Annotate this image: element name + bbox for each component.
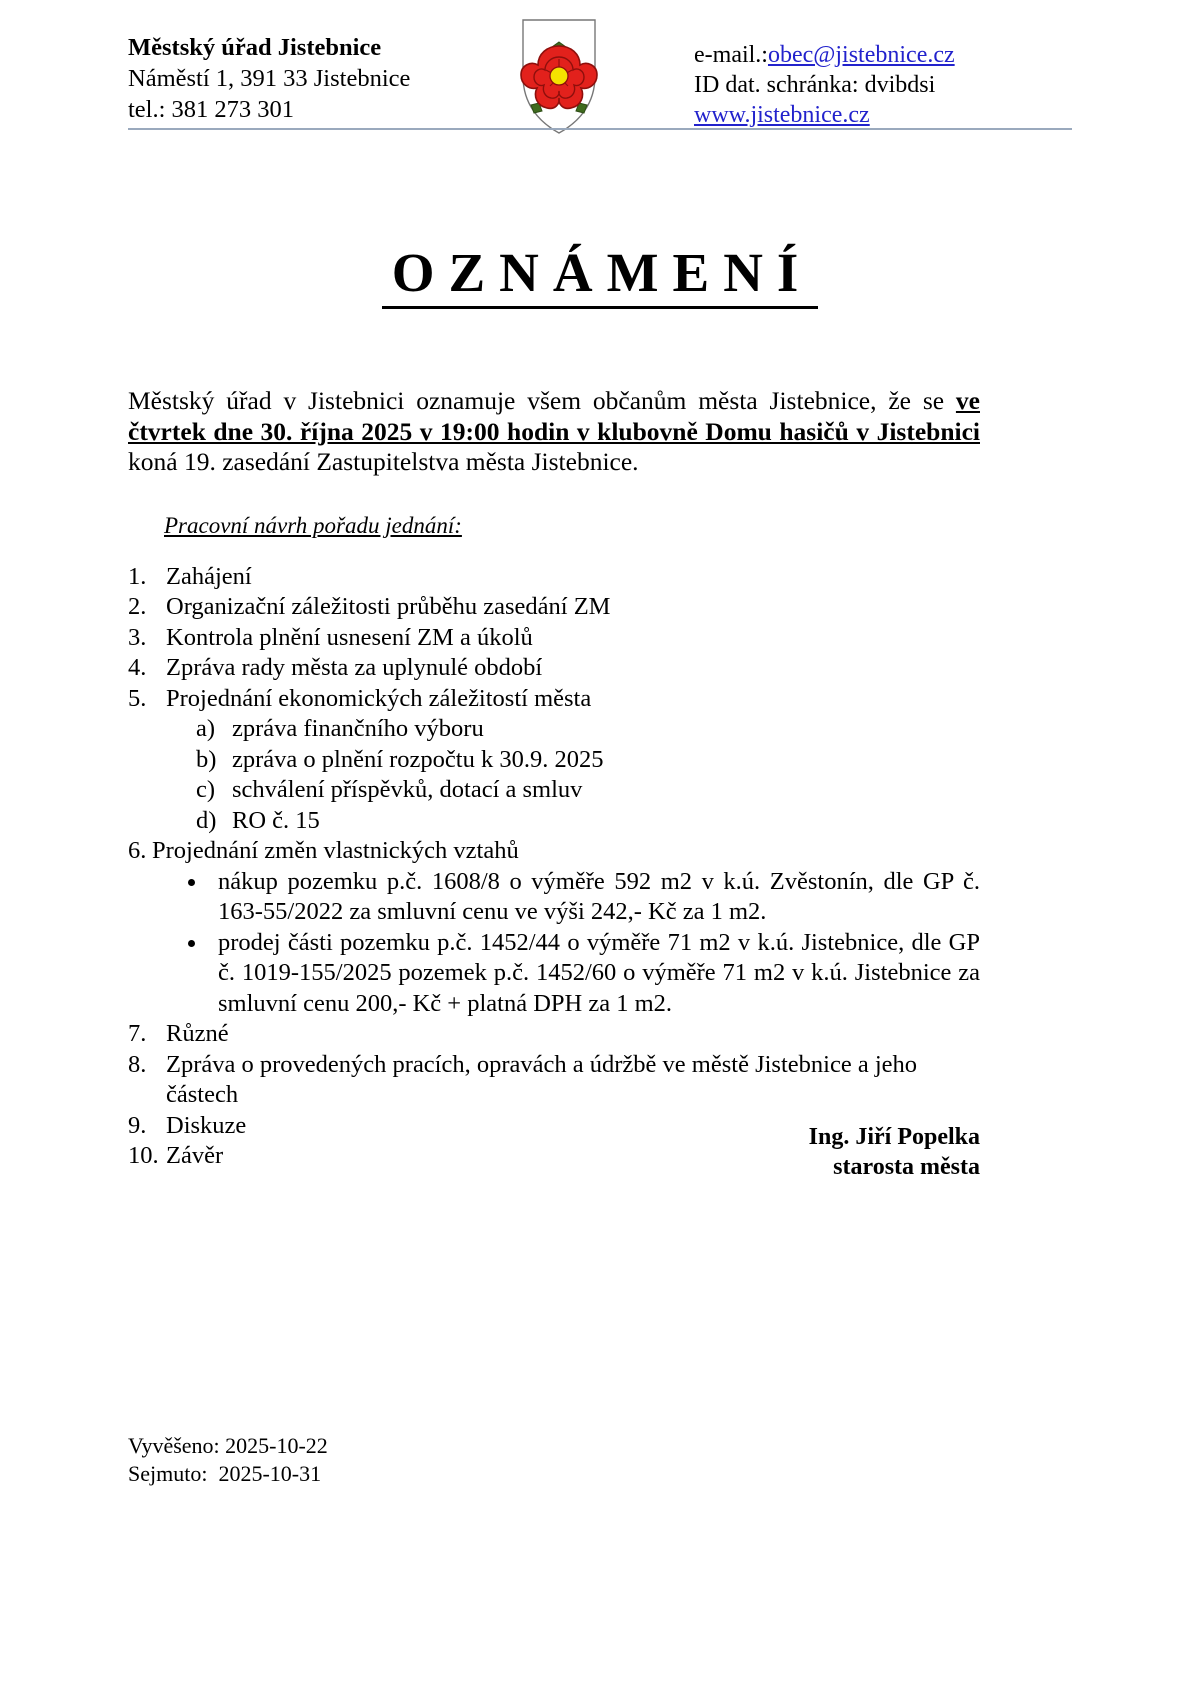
intro-part1: Městský úřad v Jistebnici oznamuje všem občanům města Jistebnice, že se <box>128 386 956 415</box>
agenda-number: 9. <box>128 1111 147 1139</box>
header-office-block <box>128 32 508 125</box>
agenda-item-6 <box>128 836 980 1019</box>
removed-date: Sejmuto: 2025-10-31 <box>128 1461 322 1486</box>
agenda-number: 7. <box>128 1020 147 1047</box>
agenda-item-8 <box>128 1050 980 1111</box>
agenda-label: Organizační záležitosti průběhu zasedání ZM <box>166 593 611 620</box>
posting-dates <box>128 1432 628 1488</box>
agenda-item-3 <box>128 623 980 654</box>
agenda-list <box>128 562 980 1172</box>
agenda-number: 6. <box>128 837 147 864</box>
header-contact-block <box>694 40 1074 130</box>
agenda-number: 4. <box>128 654 147 681</box>
agenda-number: 1. <box>128 562 147 590</box>
agenda-label: Zahájení <box>166 562 252 590</box>
subitem-letter: a) <box>196 715 216 742</box>
subitem-label: zpráva o plnění rozpočtu k 30.9. 2025 <box>232 745 604 773</box>
subitem-label: schválení příspěvků, dotací a smluv <box>232 776 583 803</box>
document-header <box>128 18 1072 130</box>
bullet-item <box>152 867 980 928</box>
document-body <box>128 386 980 1172</box>
agenda-label: Závěr <box>166 1142 224 1169</box>
email-label: e-mail.: <box>694 42 768 68</box>
bullet-dot-icon <box>188 940 195 947</box>
subitem-label: zpráva finančního výboru <box>232 715 484 742</box>
agenda-item-6-bullets <box>152 867 980 1020</box>
agenda-number: 3. <box>128 623 147 651</box>
coat-of-arms-icon <box>509 18 609 136</box>
agenda-item-5 <box>128 684 980 837</box>
subitem-d <box>166 806 980 837</box>
page-title-wrap <box>0 243 1200 309</box>
website-link[interactable]: www.jistebnice.cz <box>694 102 870 128</box>
posted-date: Vyvěšeno: 2025-10-22 <box>128 1433 328 1458</box>
agenda-label: Projednání změn vlastnických vztahů <box>152 837 519 864</box>
subitem-letter: d) <box>196 806 217 834</box>
agenda-label: Projednání ekonomických záležitostí města <box>166 684 592 712</box>
intro-emphasis: ve čtvrtek dne 30. října 2025 v 19:00 hodin v klubovně Domu hasičů v Jistebnici <box>128 386 980 446</box>
subitem-c <box>166 775 980 806</box>
office-name: Městský úřad Jistebnice <box>128 34 382 61</box>
office-phone: tel.: 381 273 301 <box>128 96 295 123</box>
agenda-label: Zpráva o provedených pracích, opravách a údržbě ve městě Jistebnice a jeho částech <box>166 1050 917 1108</box>
subitem-letter: b) <box>196 745 217 773</box>
subitem-letter: c) <box>196 776 216 803</box>
bullet-label: prodej části pozemku p.č. 1452/44 o výměře 71 m2 v k.ú. Jistebnice, dle GP č. 1019-155/2025 pozemek p.č. 1452/60 o výměře 71 m2 v k.ú. Jistebnice za smluvní cenu 200,- Kč + platná DPH za 1 m2. <box>218 928 980 1017</box>
signatory-name: Ing. Jiří Popelka <box>808 1124 980 1150</box>
agenda-label: Různé <box>166 1020 229 1047</box>
signature-block <box>128 1122 980 1182</box>
agenda-item-7 <box>128 1019 980 1050</box>
signatory-role: starosta města <box>833 1154 980 1180</box>
agenda-number: 5. <box>128 684 147 712</box>
agenda-item-5-sublist <box>166 714 980 836</box>
subitem-label: RO č. 15 <box>232 806 320 834</box>
databox-id: ID dat. schránka: dvibdsi <box>694 72 936 98</box>
email-link[interactable]: obec@jistebnice.cz <box>767 42 955 68</box>
intro-paragraph <box>128 386 980 478</box>
bullet-label: nákup pozemku p.č. 1608/8 o výměře 592 m2 v k.ú. Zvěstonín, dle GP č. 163-55/2022 za smluvní cenu ve výši 242,- Kč za 1 m2. <box>218 867 980 925</box>
bullet-item <box>152 928 980 1020</box>
agenda-label: Kontrola plnění usnesení ZM a úkolů <box>166 623 533 651</box>
bullet-dot-icon <box>188 879 195 886</box>
agenda-item-1 <box>128 562 980 593</box>
office-address: Náměstí 1, 391 33 Jistebnice <box>128 65 411 92</box>
agenda-label: Zpráva rady města za uplynulé období <box>166 654 543 681</box>
intro-part2: koná 19. zasedání Zastupitelstva města Jistebnice. <box>128 447 639 476</box>
subitem-b <box>166 745 980 776</box>
subitem-a <box>166 714 980 745</box>
agenda-subheading: Pracovní návrh pořadu jednání: <box>164 512 462 538</box>
agenda-item-4 <box>128 653 980 684</box>
header-divider <box>128 128 1072 130</box>
agenda-number: 2. <box>128 593 147 620</box>
email-line <box>694 40 1074 70</box>
agenda-number: 8. <box>128 1050 147 1078</box>
agenda-label: Diskuze <box>166 1111 247 1139</box>
agenda-number: 10. <box>128 1142 159 1169</box>
agenda-item-2 <box>128 592 980 623</box>
page-title: OZNÁMENÍ <box>382 243 819 309</box>
